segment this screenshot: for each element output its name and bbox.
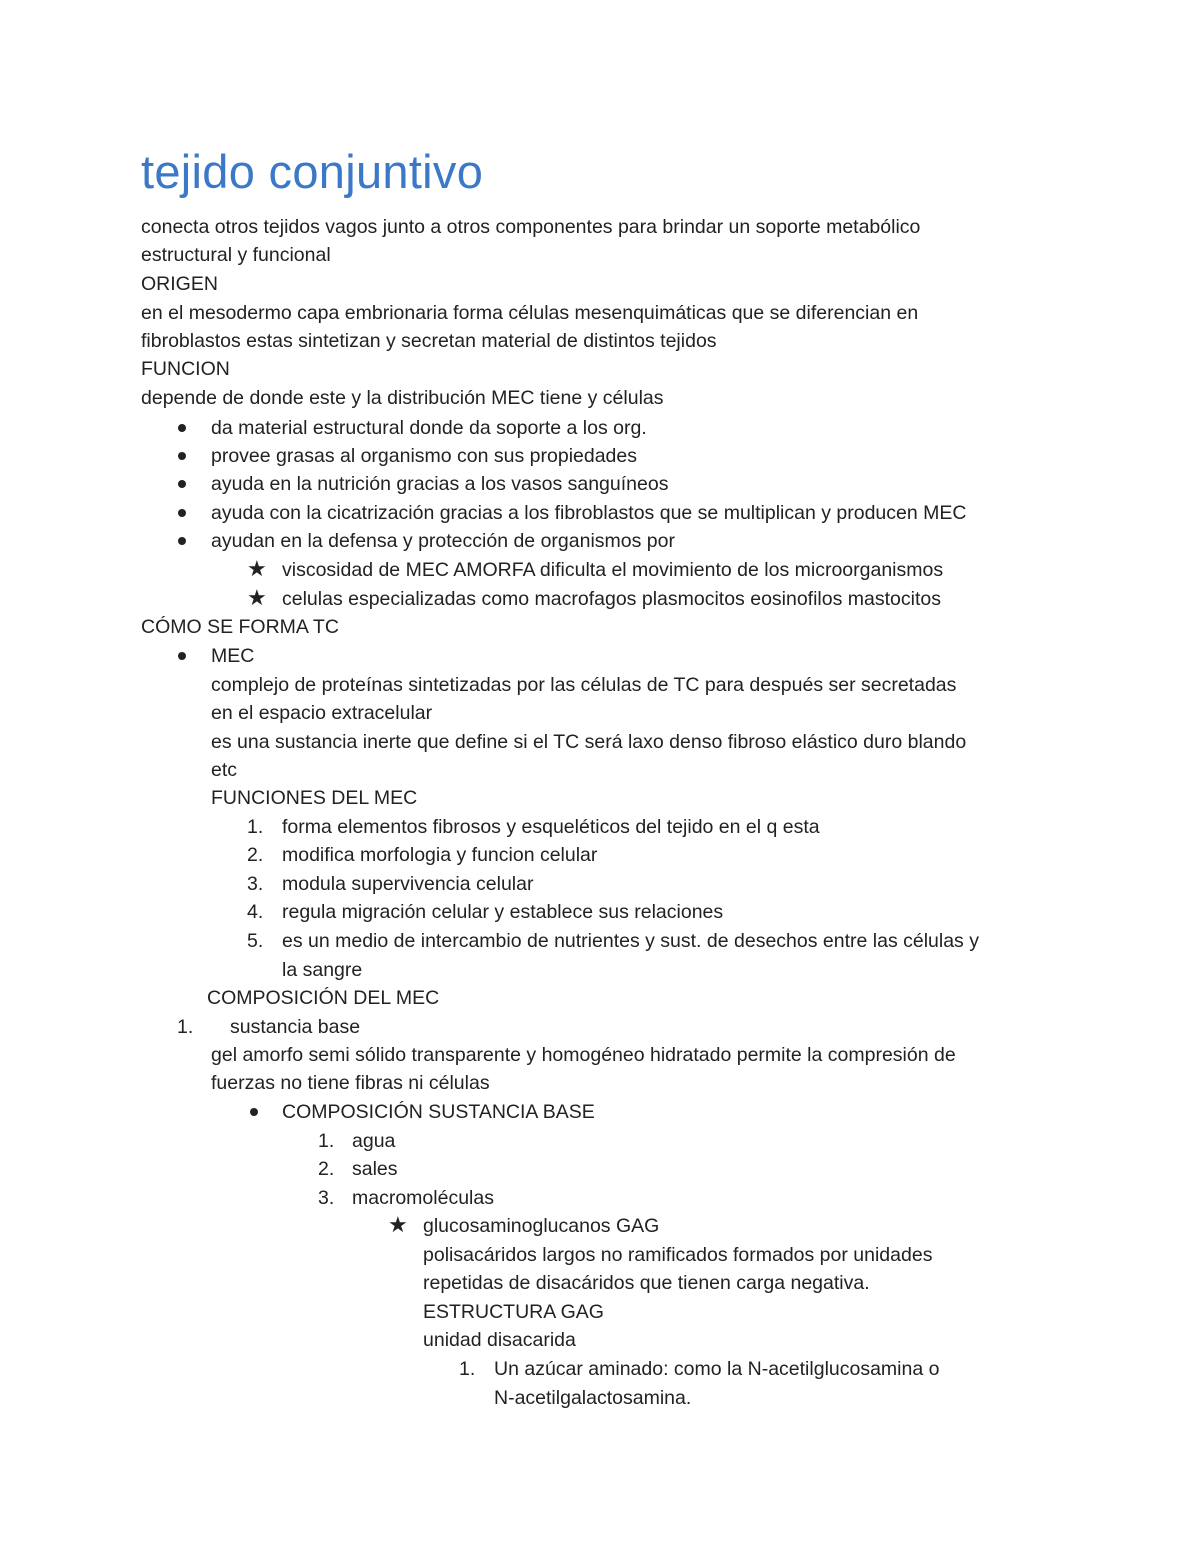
funcion-bullet-1: da material estructural donde da soporte a los org. <box>211 417 647 439</box>
bullet-icon <box>250 1108 258 1116</box>
bullet-icon <box>178 652 186 660</box>
csb-item-2: sales <box>352 1158 398 1180</box>
page-title: tejido conjuntivo <box>141 145 484 198</box>
gag-item: glucosaminoglucanos GAG <box>423 1215 660 1237</box>
origen-heading: ORIGEN <box>141 273 218 295</box>
sustancia-base-line-1: gel amorfo semi sólido transparente y homogéneo hidratado permite la compresión de <box>211 1044 956 1066</box>
como-se-forma-heading: CÓMO SE FORMA TC <box>141 616 339 638</box>
unidad-item-1: Un azúcar aminado: como la N-acetilglucosamina o <box>494 1358 940 1380</box>
star-bullet-icon: ★ <box>247 586 267 611</box>
list-number: 3. <box>247 873 264 895</box>
bullet-icon <box>178 452 186 460</box>
origen-line-1: en el mesodermo capa embrionaria forma células mesenquimáticas que se diferencian en <box>141 302 919 324</box>
defensa-subitem-1: viscosidad de MEC AMORFA dificulta el movimiento de los microorganismos <box>282 559 944 581</box>
funcion-bullet-2: provee grasas al organismo con sus propiedades <box>211 445 638 467</box>
list-number: 2. <box>318 1158 335 1180</box>
csb-item-3: macromoléculas <box>352 1187 494 1209</box>
unidad-item-1-cont: N-acetilgalactosamina. <box>494 1387 692 1409</box>
gag-line-1: polisacáridos largos no ramificados formados por unidades <box>423 1244 933 1266</box>
composicion-mec-heading: COMPOSICIÓN DEL MEC <box>207 987 440 1009</box>
list-number: 1. <box>247 816 264 838</box>
bullet-icon <box>178 537 186 545</box>
intro-line-1: conecta otros tejidos vagos junto a otros componentes para brindar un soporte metabólico <box>141 216 921 238</box>
gag-line-2: repetidas de disacáridos que tienen carga negativa. <box>423 1272 870 1294</box>
intro-line-2: estructural y funcional <box>141 244 331 266</box>
mec-line-4: etc <box>211 759 238 781</box>
defensa-subitem-2: celulas especializadas como macrofagos plasmocitos eosinofilos mastocitos <box>282 588 941 610</box>
funciones-mec-item-5-cont: la sangre <box>282 959 363 981</box>
composicion-sustancia-base-heading: COMPOSICIÓN SUSTANCIA BASE <box>282 1101 595 1123</box>
funciones-mec-item-5: es un medio de intercambio de nutrientes y sust. de desechos entre las células y <box>282 930 979 952</box>
list-number: 2. <box>247 844 264 866</box>
bullet-icon <box>178 509 186 517</box>
list-number: 5. <box>247 930 264 952</box>
funcion-bullet-4: ayuda con la cicatrización gracias a los fibroblastos que se multiplican y producen MEC <box>211 502 967 524</box>
sustancia-base-line-2: fuerzas no tiene fibras ni células <box>211 1072 490 1094</box>
funcion-bullet-5: ayudan en la defensa y protección de organismos por <box>211 530 675 552</box>
list-number: 3. <box>318 1187 335 1209</box>
list-number: 4. <box>247 901 264 923</box>
sustancia-base-item: sustancia base <box>230 1016 361 1038</box>
funciones-mec-item-4: regula migración celular y establece sus relaciones <box>282 901 724 923</box>
star-bullet-icon: ★ <box>247 557 267 582</box>
mec-line-2: en el espacio extracelular <box>211 702 433 724</box>
list-number: 1. <box>177 1016 194 1038</box>
funciones-mec-item-3: modula supervivencia celular <box>282 873 534 895</box>
estructura-gag-heading: ESTRUCTURA GAG <box>423 1301 604 1323</box>
bullet-icon <box>178 424 186 432</box>
funcion-bullet-3: ayuda en la nutrición gracias a los vasos sanguíneos <box>211 473 669 495</box>
funciones-mec-item-2: modifica morfologia y funcion celular <box>282 844 598 866</box>
mec-line-1: complejo de proteínas sintetizadas por las células de TC para después ser secretadas <box>211 674 957 696</box>
star-bullet-icon: ★ <box>388 1213 408 1238</box>
funcion-text: depende de donde este y la distribución MEC tiene y células <box>141 387 664 409</box>
mec-bullet: MEC <box>211 645 255 667</box>
bullet-icon <box>178 480 186 488</box>
csb-item-1: agua <box>352 1130 396 1152</box>
mec-line-3: es una sustancia inerte que define si el TC será laxo denso fibroso elástico duro blando <box>211 731 967 753</box>
list-number: 1. <box>459 1358 476 1380</box>
list-number: 1. <box>318 1130 335 1152</box>
funciones-mec-item-1: forma elementos fibrosos y esqueléticos del tejido en el q esta <box>282 816 820 838</box>
unidad-disacarida: unidad disacarida <box>423 1329 576 1351</box>
funcion-heading: FUNCION <box>141 358 230 380</box>
funciones-mec-heading: FUNCIONES DEL MEC <box>211 787 418 809</box>
origen-line-2: fibroblastos estas sintetizan y secretan material de distintos tejidos <box>141 330 717 352</box>
